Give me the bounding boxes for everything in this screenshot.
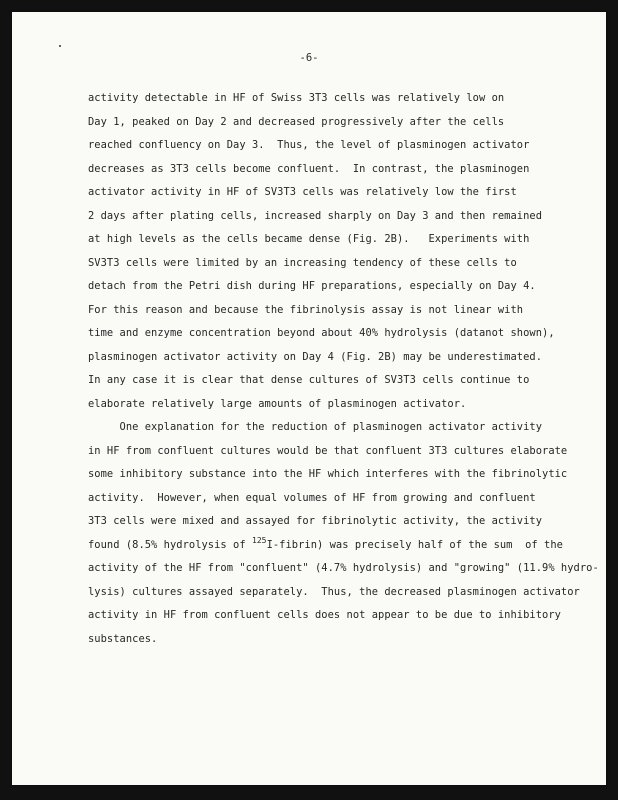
text-line: detach from the Petri dish during HF preparations, especially on Day 4.: [88, 280, 536, 292]
isotope-superscript: 125: [251, 535, 267, 545]
text-line: For this reason and because the fibrinolysis assay is not linear with: [88, 303, 524, 316]
text-line-superscript: [88, 537, 588, 561]
text-fragment: I-fibrin) was precisely half of the sum of the: [266, 538, 563, 551]
text-line: activity. However, when equal volumes of HF from growing and confluent: [88, 491, 536, 504]
text-line: at high levels as the cells became dense (Fig. 2B). Experiments with: [88, 233, 530, 245]
text-line: activator activity in HF of SV3T3 cells was relatively low the first: [88, 186, 517, 198]
text-line: Day 1, peaked on Day 2 and decreased progressively after the cells: [88, 115, 505, 128]
text-line: One explanation for the reduction of plasminogen activator activity: [88, 421, 543, 433]
text-line: 2 days after plating cells, increased sharply on Day 3 and then remained: [88, 209, 543, 222]
body-text: [88, 90, 599, 654]
text-fragment: found (8.5% hydrolysis of: [88, 538, 252, 551]
text-line: activity of the HF from "confluent" (4.7% hydrolysis) and "growing" (11.9% hydro-: [88, 562, 599, 574]
text-line: In any case it is clear that dense cultures of SV3T3 cells continue to: [88, 374, 530, 386]
stray-mark: [59, 45, 61, 47]
text-line: activity detectable in HF of Swiss 3T3 cells was relatively low on: [88, 92, 505, 104]
text-line: in HF from confluent cultures would be that confluent 3T3 cultures elaborate: [88, 444, 568, 457]
text-line: plasminogen activator activity on Day 4 (Fig. 2B) may be underestimated.: [88, 350, 543, 363]
text-line: activity in HF from confluent cells does not appear to be due to inhibitory: [88, 609, 561, 621]
text-line: reached confluency on Day 3. Thus, the level of plasminogen activator: [88, 139, 530, 151]
text-line: elaborate relatively large amounts of plasminogen activator.: [88, 397, 467, 410]
text-line: SV3T3 cells were limited by an increasing tendency of these cells to: [88, 256, 517, 269]
text-line: decreases as 3T3 cells become confluent. In contrast, the plasminogen: [88, 162, 530, 175]
text-line: time and enzyme concentration beyond about 40% hydrolysis (datanot shown),: [88, 327, 555, 339]
text-line: some inhibitory substance into the HF which interferes with the fibrinolytic: [88, 468, 568, 480]
page-number: -6-: [299, 52, 319, 64]
text-line: 3T3 cells were mixed and assayed for fibrinolytic activity, the activity: [88, 515, 543, 527]
document-page: [12, 12, 606, 785]
text-line: lysis) cultures assayed separately. Thus, the decreased plasminogen activator: [88, 585, 580, 598]
text-line: substances.: [88, 632, 158, 645]
